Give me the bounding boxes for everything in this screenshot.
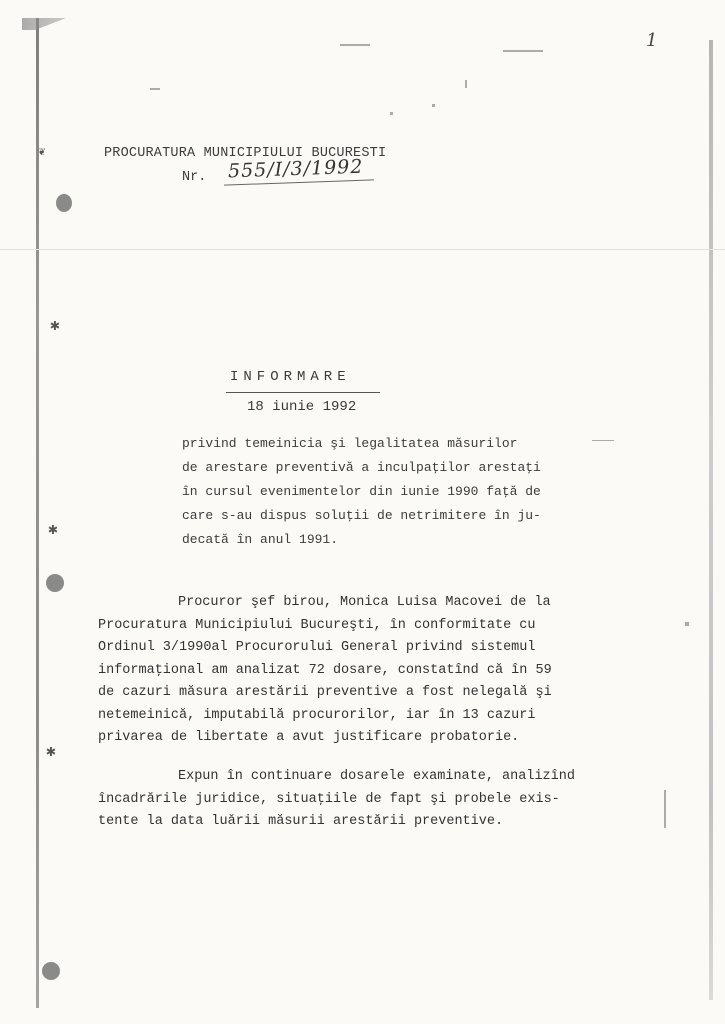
document-title: INFORMARE: [230, 369, 351, 385]
scan-speck: [503, 50, 543, 52]
subject-line: de arestare preventivă a inculpaţilor arestaţi: [182, 460, 541, 475]
scan-speck: [685, 622, 689, 626]
paper-fold-line: [0, 249, 725, 250]
institution-header: PROCURATURA MUNICIPIULUI BUCURESTI: [104, 146, 387, 161]
paragraph-line: tente la data luării măsurii arestării preventive.: [98, 814, 504, 829]
paragraph-line: privarea de libertate a avut justificare probatorie.: [98, 730, 520, 745]
scan-speck: [664, 790, 666, 828]
punch-hole-mark: [46, 574, 64, 592]
paragraph-line: de cazuri măsura arestării preventive a fost nelegală şi: [98, 685, 552, 700]
punch-hole-mark: [56, 194, 72, 212]
binding-mark-icon: ❦: [38, 145, 46, 159]
scan-speck: [592, 440, 614, 441]
paragraph-findings: [98, 592, 552, 750]
subject-line: decată în anul 1991.: [182, 532, 339, 547]
punch-hole-mark: [42, 962, 60, 980]
registration-number: 555/I/3/1992: [227, 155, 364, 183]
paragraph-exposition: [98, 766, 575, 834]
scan-right-edge: [709, 40, 713, 1000]
scan-speck: [432, 104, 435, 107]
subject-line: în cursul evenimentelor din iunie 1990 faţă de: [182, 484, 541, 499]
scan-speck: [390, 112, 393, 115]
paragraph-line: informaţional am analizat 72 dosare, constatînd că în 59: [98, 662, 552, 678]
paragraph-line: Procuratura Municipiului Bucureşti, în conformitate cu: [98, 617, 536, 633]
subject-block: [182, 432, 541, 552]
paragraph-line: Ordinul 3/1990al Procurorului General privind sistemul: [98, 640, 536, 655]
binding-mark-icon: ✱: [50, 317, 60, 335]
page-number: 1: [646, 30, 658, 51]
scan-speck: [465, 80, 467, 88]
scan-corner-shadow: [22, 18, 66, 30]
registration-label: Nr.: [182, 170, 207, 185]
scan-speck: [340, 44, 370, 46]
scan-left-edge: [36, 18, 39, 1008]
subject-line: privind temeinicia şi legalitatea măsurilor: [182, 436, 518, 451]
paragraph-line: Procuror şef birou, Monica Luisa Macovei de la: [178, 595, 551, 610]
title-underline: [226, 392, 380, 393]
scan-speck: [150, 88, 160, 90]
binding-mark-icon: ✱: [46, 743, 56, 761]
paragraph-line: încadrările juridice, situaţiile de fapt şi probele exis-: [98, 791, 560, 807]
paragraph-line: netemeinică, imputabilă procurorilor, iar în 13 cazuri: [98, 707, 536, 723]
document-date: 18 iunie 1992: [247, 399, 357, 415]
subject-line: care s-au dispus soluţii de netrimitere în ju-: [182, 508, 541, 523]
binding-mark-icon: ✱: [48, 521, 58, 539]
paragraph-line: Expun în continuare dosarele examinate, analizînd: [178, 769, 575, 784]
